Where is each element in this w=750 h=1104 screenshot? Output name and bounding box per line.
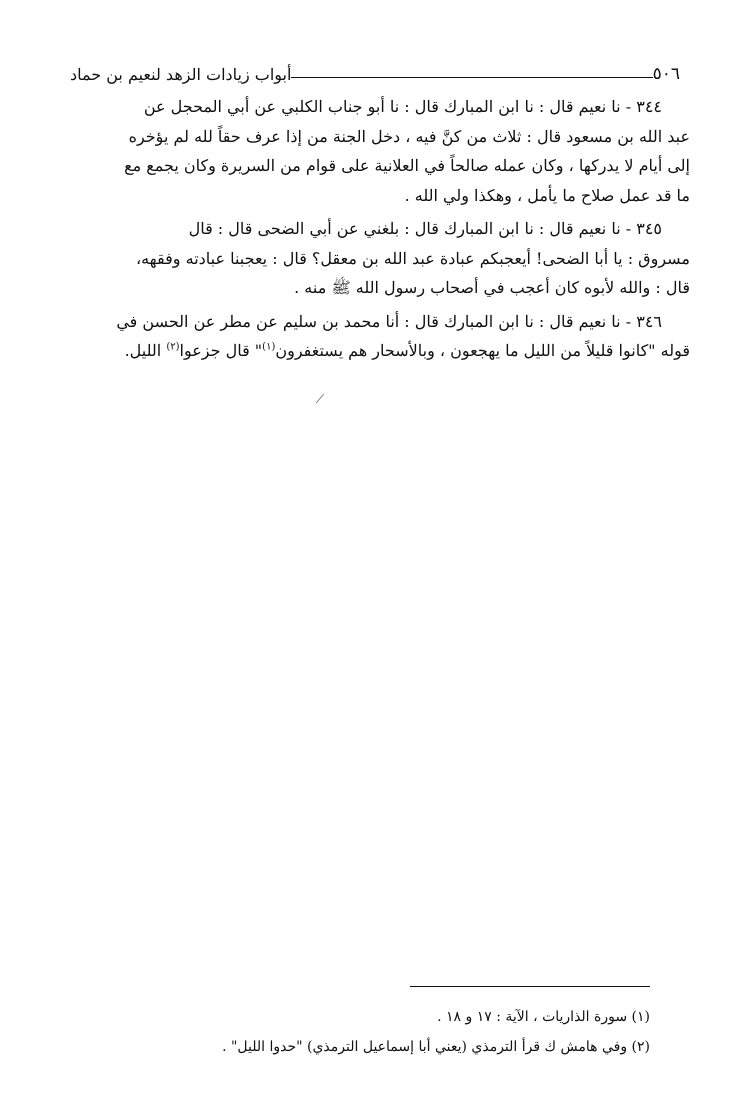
- text-line: ٣٤٤ - نا نعيم قال : نا ابن المبارك قال : نا أبو جناب الكلبي عن أبي المحجل عن: [143, 97, 662, 116]
- stray-pen-mark: [316, 394, 324, 404]
- text-segment: قوله "كانوا قليلاً من الليل ما يهجعون ، وبالأسحار هم يستغفرون: [275, 341, 690, 360]
- text-line: ٣٤٦ - نا نعيم قال : نا ابن المبارك قال : أنا محمد بن سليم عن مطر عن الحسن في: [116, 311, 662, 331]
- footnote-2: (٢) وفي هامش ك قرأ الترمذي (يعني أبا إسماعيل الترمذي) "حدوا الليل" .: [222, 1039, 650, 1055]
- footnote-1: (١) سورة الذاريات ، الآية : ١٧ و ١٨ .: [437, 1009, 650, 1025]
- paragraph-346: [62, 307, 690, 366]
- page-number: ٥٠٦: [652, 64, 680, 84]
- footnote-separator: [410, 986, 650, 987]
- text-line: ٣٤٥ - نا نعيم قال : نا ابن المبارك قال : بلغني عن أبي الضحى قال : قال: [188, 219, 662, 238]
- paragraph-345: [62, 214, 690, 303]
- text-line: قال : والله لأبوه كان أعجب في أصحاب رسول الله ﷺ منه .: [294, 278, 690, 297]
- footnotes: [200, 1002, 650, 1062]
- header-rule: [291, 77, 652, 78]
- text-line: عبد الله بن مسعود قال : ثلاث من كنَّ فيه ، دخل الجنة من إذا عرف حقاً لله لم يؤخره: [128, 126, 690, 146]
- text-segment: الليل.: [124, 341, 167, 360]
- running-title: أبواب زيادات الزهد لنعيم بن حماد: [70, 65, 292, 84]
- text-line: ما قد عمل صلاح ما يأمل ، وهكذا ولي الله .: [404, 185, 690, 205]
- text-line-with-footnotes: [62, 336, 690, 366]
- text-line: مسروق : يا أبا الضحى! أيعجبكم عبادة عبد الله بن معقل؟ قال : يعجبنا عبادته وفقهه،: [135, 248, 690, 268]
- footnote-ref-2[interactable]: (٢): [166, 341, 180, 353]
- text-segment: " قال جزعوا: [179, 341, 263, 360]
- footnote-ref-1[interactable]: (١): [262, 341, 276, 353]
- page-header: [64, 56, 686, 84]
- text-line: إلى أيام لا يدركها ، وكان عمله صالحاً في العلانية على قوام من السريرة وكان يجمع مع: [124, 156, 690, 175]
- body-text: [62, 92, 690, 370]
- paragraph-344: [62, 92, 690, 210]
